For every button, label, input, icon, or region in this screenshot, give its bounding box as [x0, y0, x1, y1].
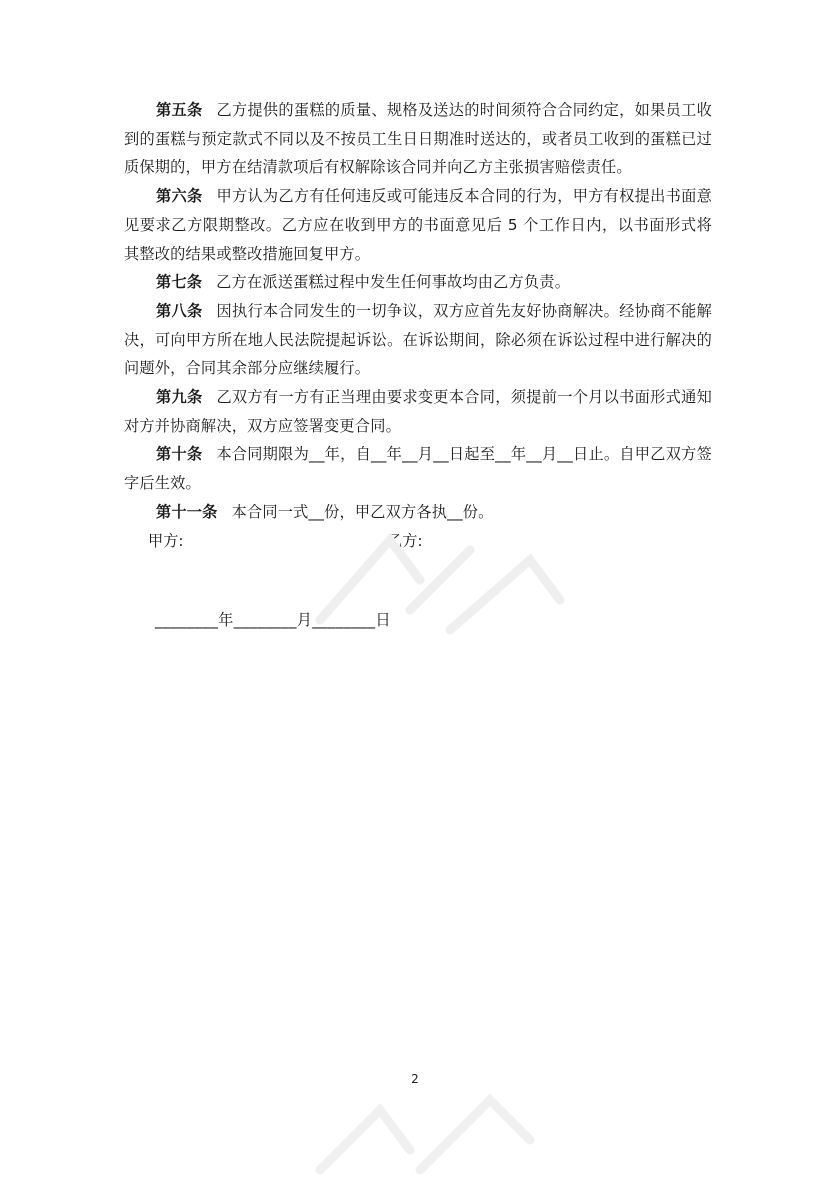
article-11 — [124, 498, 712, 527]
article-label: 第九条 — [156, 388, 203, 407]
date-line: ________年________月________日 — [155, 611, 391, 629]
article-text: 乙方在派送蛋糕过程中发生任何事故均由乙方负责。 — [216, 273, 571, 292]
party-b-label: 乙方: — [387, 531, 423, 550]
article-9 — [124, 383, 712, 440]
article-label: 第七条 — [156, 273, 203, 292]
contract-body — [124, 96, 712, 555]
signature-row — [124, 527, 712, 556]
article-label: 第五条 — [156, 101, 203, 119]
article-text: 本合同一式__份，甲乙双方各执__份。 — [231, 502, 494, 521]
article-label: 第六条 — [156, 187, 203, 206]
article-text: 本合同期限为__年，自__年__月__日起至__年__月__日止。自甲乙双方签字后生效。 — [124, 445, 712, 493]
article-text: 甲方认为乙方有任何违反或可能违反本合同的行为，甲方有权提出书面意见要求乙方限期整改。乙方应在收到甲方的书面意见后 5 个工作日内，以书面形式将其整改的结果或整改措施回复甲方。 — [124, 187, 712, 263]
article-text: 乙方提供的蛋糕的质量、规格及送达的时间须符合合同约定，如果员工收到的蛋糕与预定款式不同以及不按员工生日日期准时送达的，或者员工收到的蛋糕已过质保期的，甲方在结清款项后有权解除该合同并向乙方主张损害赔偿责任。 — [124, 101, 712, 177]
party-a-label: 甲方: — [148, 531, 184, 550]
article-label: 第八条 — [156, 301, 203, 320]
article-10 — [124, 440, 712, 497]
article-text: 因执行本合同发生的一切争议，双方应首先友好协商解决。经协商不能解决，可向甲方所在地人民法院提起诉讼。在诉讼期间，除必须在诉讼过程中进行解决的问题外，合同其余部分应继续履行。 — [124, 301, 712, 378]
page-number: 2 — [411, 1072, 419, 1086]
article-8 — [124, 297, 712, 383]
article-label: 第十一条 — [156, 502, 218, 521]
article-text: 乙双方有一方有正当理由要求变更本合同，须提前一个月以书面形式通知对方并协商解决，双方应签署变更合同。 — [124, 388, 712, 435]
article-label: 第十条 — [156, 445, 203, 464]
article-7 — [124, 268, 712, 297]
article-5 — [124, 96, 712, 182]
article-6 — [124, 182, 712, 268]
